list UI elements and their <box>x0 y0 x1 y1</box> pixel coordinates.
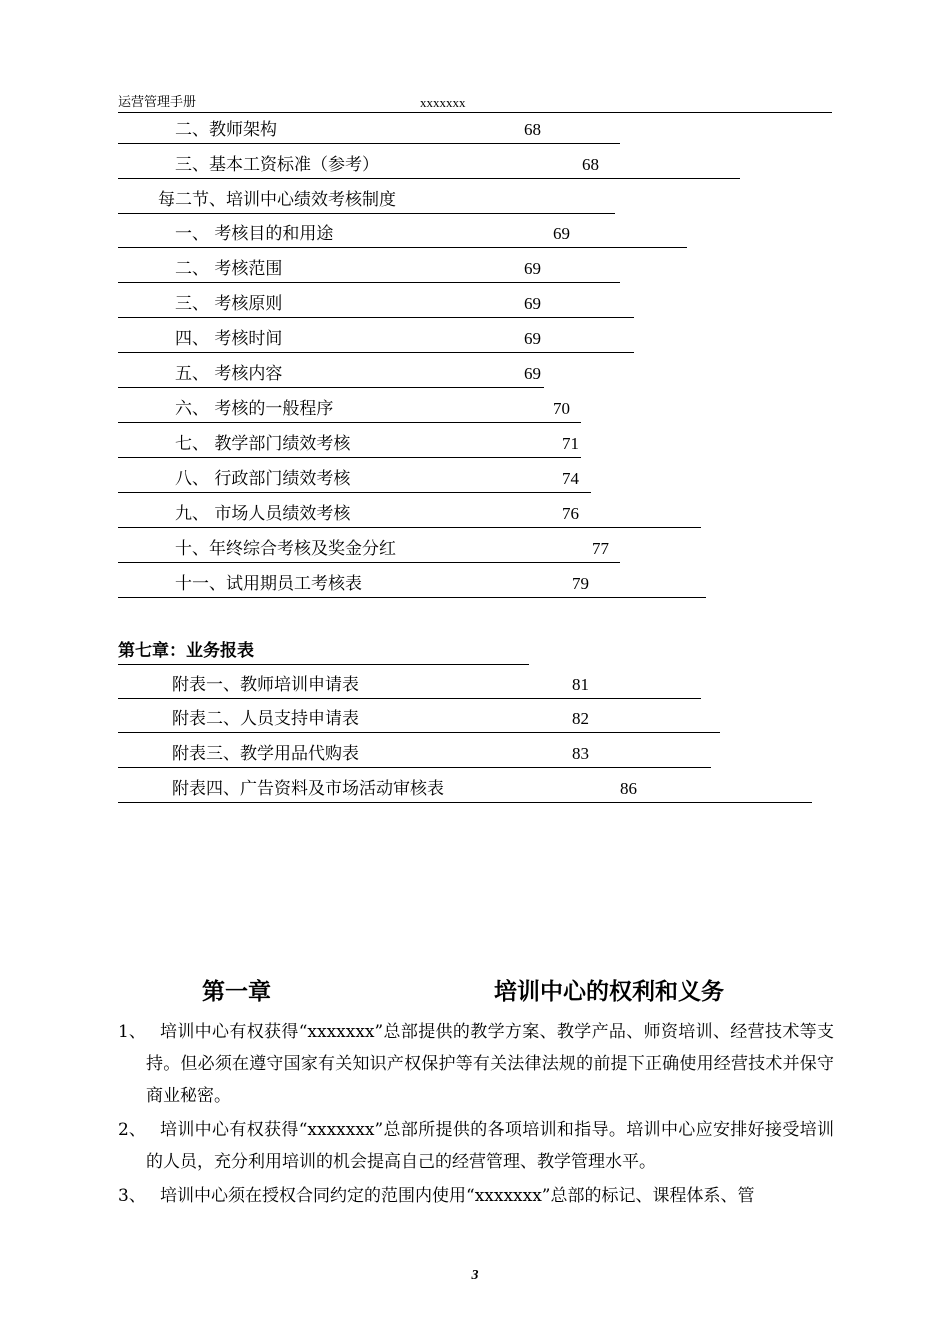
toc-appendix-entry[interactable]: 附表二、人员支持申请表 82 <box>118 706 720 733</box>
toc-entry[interactable]: 一、 考核目的和用途 69 <box>118 221 687 248</box>
toc-entry[interactable]: 八、 行政部门绩效考核 74 <box>118 466 591 493</box>
toc-entry[interactable]: 十一、试用期员工考核表 79 <box>118 571 706 598</box>
page-header <box>118 94 832 113</box>
toc-chapter-7[interactable]: 第七章：业务报表 <box>118 638 529 665</box>
toc-entry[interactable]: 三、基本工资标准（参考） 68 <box>118 152 740 179</box>
header-title: 运营管理手册 <box>118 95 197 110</box>
toc-entry[interactable]: 六、 考核的一般程序 70 <box>118 396 581 423</box>
toc-appendix-entry[interactable]: 附表四、广告资料及市场活动审核表 86 <box>118 776 812 803</box>
toc-appendix-entry[interactable]: 附表一、教师培训申请表 81 <box>118 672 701 699</box>
chapter-title: 培训中心的权利和义务 <box>494 978 724 1005</box>
toc-entry[interactable]: 每二节、培训中心绩效考核制度 <box>118 187 615 214</box>
toc-entry[interactable]: 二、 考核范围 69 <box>118 256 620 283</box>
toc-entry[interactable]: 九、 市场人员绩效考核 76 <box>118 501 701 528</box>
toc-entry[interactable]: 七、 教学部门绩效考核 71 <box>118 431 581 458</box>
chapter-number: 第一章 <box>202 978 271 1005</box>
toc-entry[interactable]: 五、 考核内容 69 <box>118 361 544 388</box>
toc-entry[interactable]: 四、 考核时间 69 <box>118 326 634 353</box>
paragraph: 3、 培训中心须在授权合同约定的范围内使用“xxxxxxx”总部的标记、课程体系、管 <box>118 1186 755 1206</box>
toc-appendix-entry[interactable]: 附表三、教学用品代购表 83 <box>118 741 711 768</box>
toc-entry[interactable]: 三、 考核原则 69 <box>118 291 634 318</box>
page-number: 3 <box>471 1268 479 1283</box>
paragraph: 2、 培训中心有权获得“xxxxxxx”总部所提供的各项培训和指导。培训中心应安排好接受培训的人员，充分利用培训的机会提高自己的经营管理、教学管理水平。 <box>118 1120 834 1172</box>
toc-entry[interactable]: 二、教师架构 68 <box>118 117 620 144</box>
header-company: xxxxxxx <box>420 95 466 110</box>
toc-entry[interactable]: 十、年终综合考核及奖金分红 77 <box>118 536 620 563</box>
paragraph: 1、 培训中心有权获得“xxxxxxx”总部提供的教学方案、教学产品、师资培训、经营技术等支持。但必须在遵守国家有关知识产权保护等有关法律法规的前提下正确使用经营技术并保守商业秘密。 <box>118 1022 834 1106</box>
